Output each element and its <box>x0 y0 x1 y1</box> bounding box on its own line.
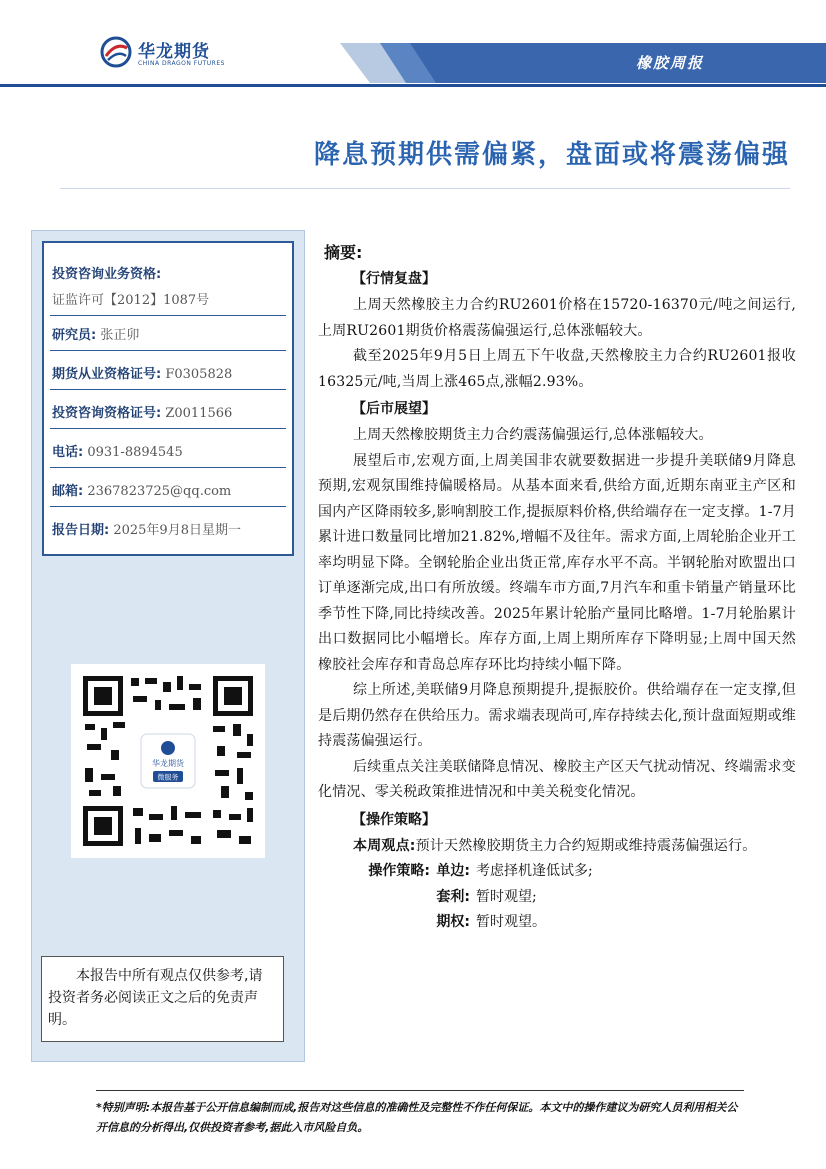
info-row-email: 邮箱: 2367823725@qq.com <box>52 484 232 499</box>
outlook-paragraph: 展望后市,宏观方面,上周美国非农就要数据进一步提升美联储9月降息预期,宏观氛围维持偏暖格局。从基本面来看,供给方面,近期东南亚主产区和国内产区降雨较多,影响割胶工作,提振原料价格,供给端存在一定支撑。1-7月累计进口数量同比增加21.82%,增幅不及往年。需求方面,上周轮胎企业开工率均明显下降。全钢轮胎企业出货正常,库存水平不高。半钢轮胎对欧盟出口订单逐渐完成,出口有所放缓。终端车市方面,7月汽车和重卡销量产销量环比季节性下降,同比持续改善。2025年累计轮胎产量同比略增。1-7月轮胎累计出口数据同比小幅增长。库存方面,上周上期所库存下降明显;上周中国天然橡胶社会库存和青岛总库存环比均持续小幅下降。 <box>318 452 796 673</box>
brand-name: 华龙期货 <box>138 42 210 62</box>
strategy-heading: 【操作策略】 <box>352 811 436 828</box>
strategy-text: 考虑择机逢低试多; <box>476 863 593 879</box>
qr-badge-text: 华龙期货 <box>152 759 184 768</box>
header-band <box>340 43 826 83</box>
strategy-row-arbitrage <box>318 885 796 911</box>
qr-code-icon <box>71 664 265 858</box>
main-content <box>318 240 796 936</box>
weekly-view-text: 预计天然橡胶期货主力合约短期或维持震荡偏强运行。 <box>415 837 757 854</box>
outlook-heading: 【后市展望】 <box>352 401 436 417</box>
weekly-view <box>318 834 796 860</box>
brand-logo-icon <box>100 36 132 68</box>
info-separator <box>50 506 286 507</box>
outlook-paragraph: 后续重点关注美联储降息情况、橡胶主产区天气扰动情况、终端需求变化情况、零关税政策推进情况和中美关税变化情况。 <box>318 758 796 800</box>
info-row-advisory-cert: 投资咨询资格证号: Z0011566 <box>52 406 233 421</box>
strategy-row-options <box>318 910 796 936</box>
info-row-license: 证监许可【2012】1087号 <box>52 293 210 308</box>
strategy-name: 期权: <box>436 914 470 930</box>
strategy-text: 暂时观望。 <box>476 914 546 930</box>
abstract-heading: 摘要: <box>324 243 363 262</box>
title-divider <box>60 188 790 189</box>
brand-name-en: CHINA DRAGON FUTURES <box>138 60 225 67</box>
info-separator <box>50 389 286 390</box>
info-separator <box>50 428 286 429</box>
report-title: 降息预期供需偏紧，盘面或将震荡偏强 <box>313 140 790 170</box>
strategy-name: 单边: <box>436 863 470 879</box>
outlook-paragraph: 综上所述,美联储9月降息预期提升,提振胶价。供给端存在一定支撑,但是后期仍然存在供给压力。需求端表现尚可,库存持续去化,预计盘面短期或维持震荡偏强运行。 <box>318 682 796 749</box>
footer-divider <box>96 1090 744 1091</box>
analyst-info-box <box>42 241 294 556</box>
disclaimer-box: 本报告中所有观点仅供参考,请投资者务必阅读正文之后的免责声明。 <box>41 956 284 1042</box>
strategy-row-single <box>318 859 796 885</box>
market-review-heading: 【行情复盘】 <box>352 271 436 287</box>
report-type: 橡胶周报 <box>636 54 705 72</box>
info-row-qualification: 投资咨询业务资格: <box>52 267 162 282</box>
weekly-view-label: 本周观点: <box>353 837 416 854</box>
info-separator <box>50 315 286 316</box>
strategy-label: 操作策略: <box>368 863 430 879</box>
qr-badge-text: 微服务 <box>157 773 179 782</box>
info-separator <box>50 350 286 351</box>
market-review-paragraph: 上周天然橡胶主力合约RU2601价格在15720-16370元/吨之间运行,上周RU2601期货价格震荡偏强运行,总体涨幅较大。 <box>318 297 796 339</box>
info-row-phone: 电话: 0931-8894545 <box>52 445 183 460</box>
info-row-report-date: 报告日期: 2025年9月8日星期一 <box>52 523 241 538</box>
header-divider <box>0 84 826 87</box>
market-review-paragraph: 截至2025年9月5日上周五下午收盘,天然橡胶主力合约RU2601报收16325元/吨,当周上涨465点,涨幅2.93%。 <box>318 348 796 390</box>
outlook-paragraph: 上周天然橡胶期货主力合约震荡偏强运行,总体涨幅较大。 <box>353 427 713 443</box>
strategy-name: 套利: <box>436 888 470 905</box>
info-separator <box>50 467 286 468</box>
special-statement: *特别声明:本报告基于公开信息编制而成,报告对这些信息的准确性及完整性不作任何保证。本文中的操作建议为研究人员利用相关公开信息的分析得出,仅供投资者参考,据此入市风险自负。 <box>96 1101 738 1134</box>
strategy-text: 暂时观望; <box>476 888 537 905</box>
info-row-researcher: 研究员: 张正卯 <box>52 328 140 343</box>
info-row-futures-cert: 期货从业资格证号: F0305828 <box>52 367 233 382</box>
